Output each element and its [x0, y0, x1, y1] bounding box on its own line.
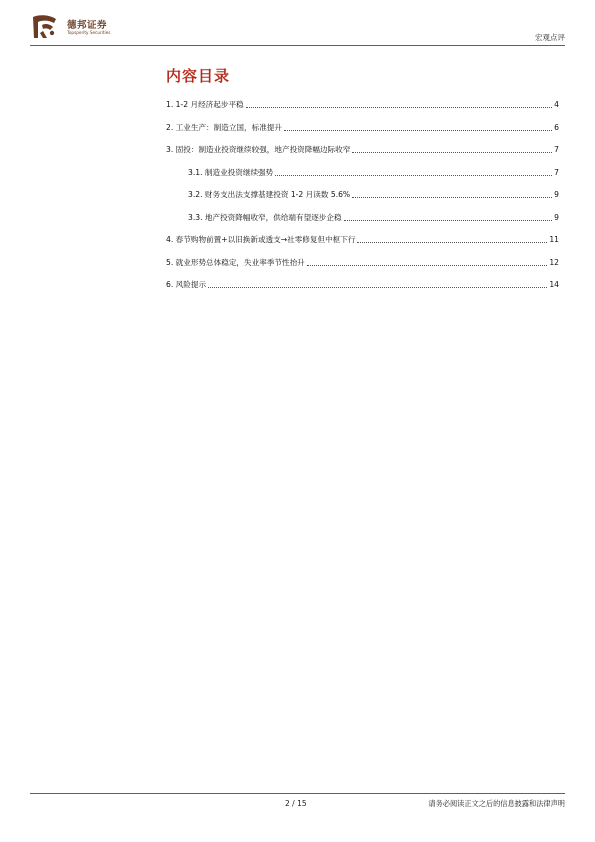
brand-name-en: Topsperity Securities — [67, 30, 111, 35]
toc-subitem[interactable] — [188, 212, 559, 224]
toc-leader-dots — [307, 264, 548, 266]
toc-leader-dots — [208, 286, 547, 288]
brand-logo-icon — [30, 13, 58, 41]
toc-item-label: 5. 就业形势总体稳定，失业率季节性抬升 — [166, 257, 305, 267]
toc-item-page: 11 — [549, 235, 559, 244]
toc-leader-dots — [275, 174, 552, 176]
toc-item[interactable] — [166, 257, 559, 269]
brand-logo — [30, 13, 150, 43]
toc-subitem[interactable] — [188, 167, 559, 179]
toc-item[interactable] — [166, 279, 559, 291]
toc-leader-dots — [344, 219, 553, 221]
toc-leader-dots — [352, 196, 552, 198]
header-divider — [30, 45, 565, 46]
toc-item-label: 6. 风险提示 — [166, 280, 207, 289]
toc-item-label: 3.2. 财务支出法支撑基建投资 1-2 月读数 5.6% — [188, 190, 351, 199]
toc-item-page: 7 — [554, 167, 559, 177]
toc-item-page: 7 — [554, 145, 559, 154]
toc-item-label: 4. 春节购物前置+以旧换新或透支→社零修复但中枢下行 — [166, 235, 356, 244]
toc-title: 内容目录 — [166, 67, 231, 85]
toc-leader-dots — [357, 241, 547, 243]
toc-item[interactable] — [166, 99, 559, 111]
toc-item-page: 4 — [554, 100, 559, 109]
toc-item[interactable] — [166, 122, 559, 134]
toc-subitem[interactable] — [188, 189, 559, 201]
toc-item-label: 3.1. 制造业投资继续强势 — [188, 167, 274, 177]
toc-item-page: 12 — [549, 257, 559, 267]
toc-item-label: 3.3. 地产投资降幅收窄，供给端有望逐步企稳 — [188, 212, 342, 222]
toc-item-page: 6 — [554, 122, 559, 132]
legal-disclaimer: 请务必阅读正文之后的信息披露和法律声明 — [428, 799, 565, 808]
toc-item[interactable] — [166, 234, 559, 246]
toc-item-label: 1. 1-2 月经济起步平稳 — [166, 100, 244, 109]
toc-item[interactable] — [166, 144, 559, 156]
toc-item-page: 9 — [554, 190, 559, 199]
toc-item-label: 3. 固投：制造业投资继续较强，地产投资降幅边际收窄 — [166, 145, 351, 154]
toc-item-label: 2. 工业生产：制造立国，标准提升 — [166, 122, 282, 132]
toc-item-page: 9 — [554, 212, 559, 222]
brand-name-cn: 德邦证券 — [67, 20, 108, 31]
footer-divider — [30, 793, 565, 794]
report-type: 宏观点评 — [535, 33, 565, 42]
toc-leader-dots — [246, 106, 553, 108]
page-number: 2 / 15 — [285, 799, 307, 808]
toc-item-page: 14 — [549, 280, 559, 289]
page-header — [30, 12, 565, 44]
toc-leader-dots — [284, 129, 552, 131]
toc-leader-dots — [352, 151, 552, 153]
